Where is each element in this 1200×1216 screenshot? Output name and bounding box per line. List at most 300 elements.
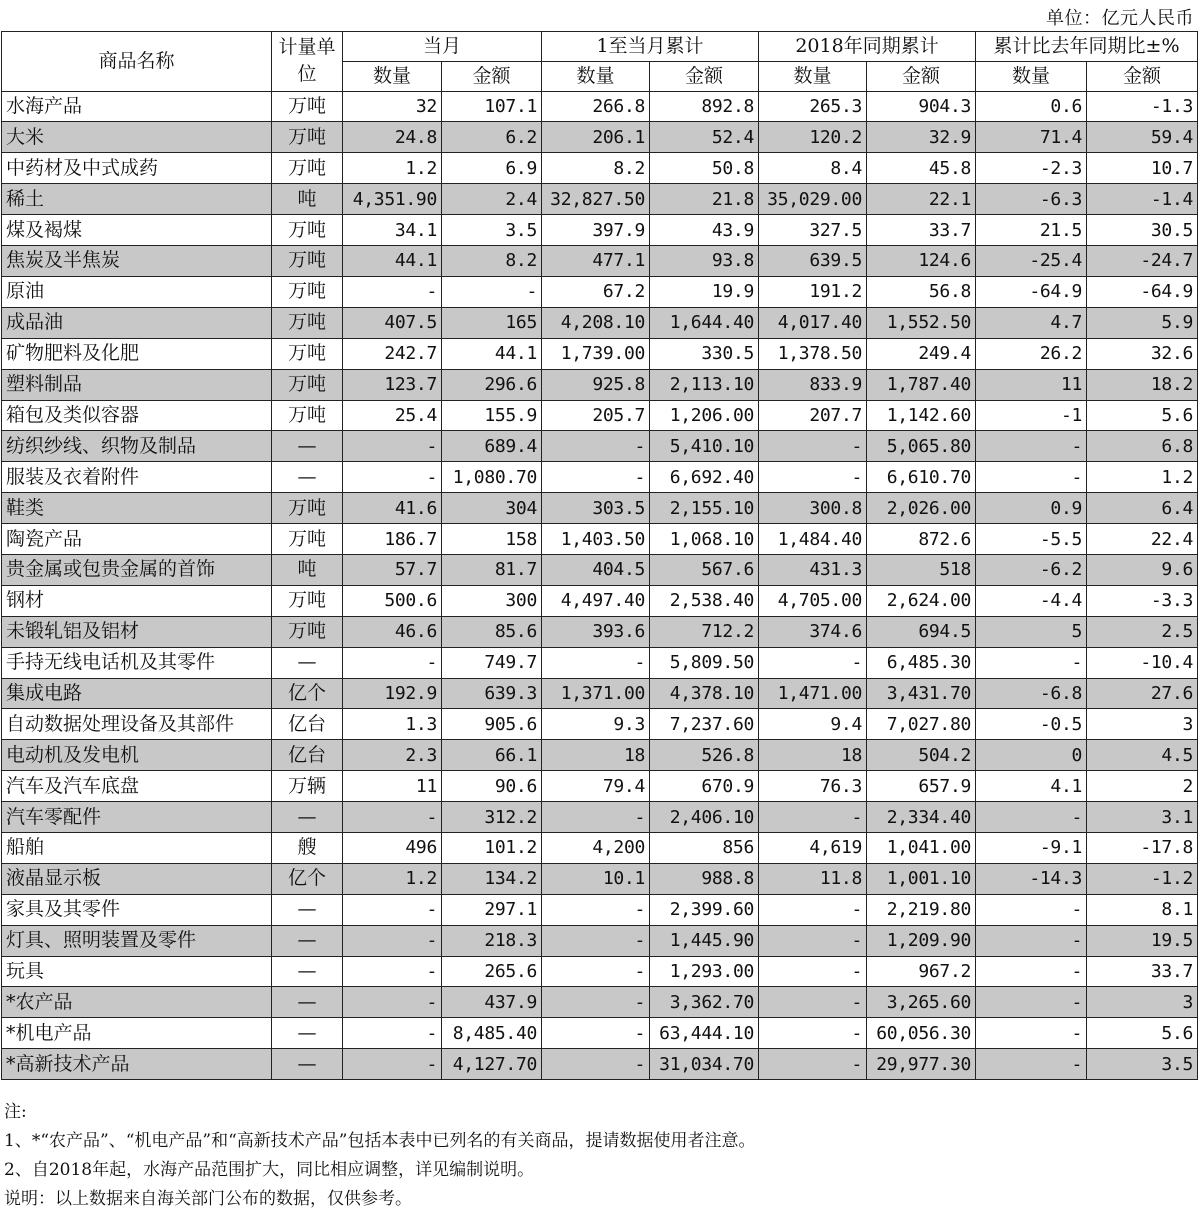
product-name-cell: 纺织纱线、织物及制品 — [2, 431, 272, 462]
amount-cell: 504.2 — [867, 740, 976, 771]
amount-cell: 1,206.00 — [650, 400, 759, 431]
quantity-cell: 4,497.40 — [542, 585, 650, 616]
quantity-cell: - — [542, 925, 650, 956]
amount-cell: 1,552.50 — [867, 307, 976, 338]
quantity-cell: -6.8 — [976, 678, 1087, 709]
quantity-cell: - — [343, 1049, 442, 1080]
quantity-cell: 925.8 — [542, 369, 650, 400]
quantity-cell: 327.5 — [759, 215, 867, 246]
product-name-cell: *机电产品 — [2, 1018, 272, 1049]
header-cumulative: 1至当月累计 — [542, 32, 759, 62]
header-amt: 金额 — [442, 61, 542, 91]
quantity-cell: 4.7 — [976, 307, 1087, 338]
amount-cell: 1,209.90 — [867, 925, 976, 956]
table-row — [2, 771, 1198, 802]
table-row — [2, 987, 1198, 1018]
amount-cell: 44.1 — [442, 338, 542, 369]
amount-cell: 526.8 — [650, 740, 759, 771]
amount-cell: 967.2 — [867, 956, 976, 987]
amount-cell: 50.8 — [650, 153, 759, 184]
unit-cell: 万吨 — [272, 493, 343, 524]
unit-cell: — — [272, 1018, 343, 1049]
amount-cell: 6,692.40 — [650, 462, 759, 493]
amount-cell: 2,624.00 — [867, 585, 976, 616]
quantity-cell: - — [542, 956, 650, 987]
amount-cell: 3.5 — [1087, 1049, 1198, 1080]
table-row — [2, 647, 1198, 678]
header-qty: 数量 — [759, 61, 867, 91]
quantity-cell: 404.5 — [542, 554, 650, 585]
quantity-cell: 44.1 — [343, 246, 442, 277]
amount-cell: 22.1 — [867, 184, 976, 215]
quantity-cell: - — [976, 956, 1087, 987]
quantity-cell: 9.4 — [759, 709, 867, 740]
amount-cell: 19.9 — [650, 276, 759, 307]
amount-cell: 2,219.80 — [867, 894, 976, 925]
quantity-cell: - — [976, 647, 1087, 678]
amount-cell: 3 — [1087, 987, 1198, 1018]
quantity-cell: 123.7 — [343, 369, 442, 400]
quantity-cell: -0.5 — [976, 709, 1087, 740]
table-row — [2, 678, 1198, 709]
quantity-cell: 500.6 — [343, 585, 442, 616]
amount-cell: 63,444.10 — [650, 1018, 759, 1049]
quantity-cell: 205.7 — [542, 400, 650, 431]
product-name-cell: 液晶显示板 — [2, 863, 272, 894]
amount-cell: 31,034.70 — [650, 1049, 759, 1080]
quantity-cell: - — [759, 431, 867, 462]
quantity-cell: 5 — [976, 616, 1087, 647]
product-name-cell: 手持无线电话机及其零件 — [2, 647, 272, 678]
amount-cell: 2,113.10 — [650, 369, 759, 400]
quantity-cell: 24.8 — [343, 122, 442, 153]
table-body — [2, 91, 1198, 1080]
product-name-cell: 原油 — [2, 276, 272, 307]
quantity-cell: 1,371.00 — [542, 678, 650, 709]
header-row-groups — [2, 32, 1198, 62]
product-name-cell: 大米 — [2, 122, 272, 153]
quantity-cell: 34.1 — [343, 215, 442, 246]
quantity-cell: 11.8 — [759, 863, 867, 894]
amount-cell: 93.8 — [650, 246, 759, 277]
table-row — [2, 122, 1198, 153]
amount-cell: 988.8 — [650, 863, 759, 894]
amount-cell: 892.8 — [650, 91, 759, 122]
quantity-cell: - — [542, 894, 650, 925]
unit-cell: 万吨 — [272, 215, 343, 246]
quantity-cell: 4,208.10 — [542, 307, 650, 338]
quantity-cell: 407.5 — [343, 307, 442, 338]
amount-cell: 218.3 — [442, 925, 542, 956]
amount-cell: -1.2 — [1087, 863, 1198, 894]
quantity-cell: -2.3 — [976, 153, 1087, 184]
product-name-cell: 成品油 — [2, 307, 272, 338]
amount-cell: -3.3 — [1087, 585, 1198, 616]
quantity-cell: - — [759, 894, 867, 925]
trade-data-table — [1, 31, 1198, 1080]
quantity-cell: - — [976, 802, 1087, 833]
amount-cell: 670.9 — [650, 771, 759, 802]
quantity-cell: -6.3 — [976, 184, 1087, 215]
amount-cell: 33.7 — [1087, 956, 1198, 987]
amount-cell: 265.6 — [442, 956, 542, 987]
quantity-cell: 207.7 — [759, 400, 867, 431]
amount-cell: 1,445.90 — [650, 925, 759, 956]
amount-cell: 639.3 — [442, 678, 542, 709]
quantity-cell: 397.9 — [542, 215, 650, 246]
amount-cell: 60,056.30 — [867, 1018, 976, 1049]
product-name-cell: 陶瓷产品 — [2, 524, 272, 555]
quantity-cell: 1,378.50 — [759, 338, 867, 369]
quantity-cell: 46.6 — [343, 616, 442, 647]
quantity-cell: -1 — [976, 400, 1087, 431]
amount-cell: 3,431.70 — [867, 678, 976, 709]
quantity-cell: 120.2 — [759, 122, 867, 153]
amount-cell: 856 — [650, 832, 759, 863]
unit-cell: — — [272, 462, 343, 493]
quantity-cell: 71.4 — [976, 122, 1087, 153]
amount-cell: 9.6 — [1087, 554, 1198, 585]
amount-cell: 2 — [1087, 771, 1198, 802]
unit-cell: — — [272, 647, 343, 678]
quantity-cell: - — [343, 956, 442, 987]
amount-cell: 7,237.60 — [650, 709, 759, 740]
amount-cell: 3.5 — [442, 215, 542, 246]
quantity-cell: - — [759, 956, 867, 987]
product-name-cell: *农产品 — [2, 987, 272, 1018]
quantity-cell: 300.8 — [759, 493, 867, 524]
amount-cell: 1,068.10 — [650, 524, 759, 555]
quantity-cell: 32 — [343, 91, 442, 122]
amount-cell: 6,485.30 — [867, 647, 976, 678]
quantity-cell: - — [976, 925, 1087, 956]
amount-cell: 8.2 — [442, 246, 542, 277]
amount-cell: 10.7 — [1087, 153, 1198, 184]
table-row — [2, 863, 1198, 894]
amount-cell: 249.4 — [867, 338, 976, 369]
amount-cell: 6.9 — [442, 153, 542, 184]
amount-cell: -64.9 — [1087, 276, 1198, 307]
amount-cell: - — [442, 276, 542, 307]
amount-cell: 3.1 — [1087, 802, 1198, 833]
note-source: 说明：以上数据来自海关部门公布的数据，仅供参考。 — [4, 1189, 412, 1209]
note-heading: 注: — [4, 1102, 27, 1122]
amount-cell: 2,538.40 — [650, 585, 759, 616]
amount-cell: 90.6 — [442, 771, 542, 802]
quantity-cell: -4.4 — [976, 585, 1087, 616]
amount-cell: 45.8 — [867, 153, 976, 184]
product-name-cell: 鞋类 — [2, 493, 272, 524]
quantity-cell: 186.7 — [343, 524, 442, 555]
table-row — [2, 616, 1198, 647]
amount-cell: 27.6 — [1087, 678, 1198, 709]
product-name-cell: 水海产品 — [2, 91, 272, 122]
unit-cell: 万吨 — [272, 400, 343, 431]
amount-cell: -24.7 — [1087, 246, 1198, 277]
product-name-cell: 船舶 — [2, 832, 272, 863]
unit-label: 单位：亿元人民币 — [1046, 8, 1194, 29]
product-name-cell: 焦炭及半焦炭 — [2, 246, 272, 277]
quantity-cell: - — [542, 987, 650, 1018]
amount-cell: 6.4 — [1087, 493, 1198, 524]
quantity-cell: 4.1 — [976, 771, 1087, 802]
quantity-cell: 4,705.00 — [759, 585, 867, 616]
unit-cell: — — [272, 894, 343, 925]
quantity-cell: 4,200 — [542, 832, 650, 863]
quantity-cell: 242.7 — [343, 338, 442, 369]
quantity-cell: 32,827.50 — [542, 184, 650, 215]
unit-cell: 吨 — [272, 554, 343, 585]
quantity-cell: 11 — [343, 771, 442, 802]
amount-cell: 5,065.80 — [867, 431, 976, 462]
quantity-cell: - — [759, 462, 867, 493]
table-row — [2, 709, 1198, 740]
quantity-cell: 57.7 — [343, 554, 442, 585]
amount-cell: 5,410.10 — [650, 431, 759, 462]
quantity-cell: - — [759, 987, 867, 1018]
quantity-cell: - — [343, 647, 442, 678]
amount-cell: 6,610.70 — [867, 462, 976, 493]
unit-cell: — — [272, 1049, 343, 1080]
product-name-cell: 中药材及中式成药 — [2, 153, 272, 184]
table-row — [2, 153, 1198, 184]
amount-cell: 165 — [442, 307, 542, 338]
quantity-cell: - — [542, 1018, 650, 1049]
quantity-cell: 1.3 — [343, 709, 442, 740]
amount-cell: 22.4 — [1087, 524, 1198, 555]
amount-cell: 330.5 — [650, 338, 759, 369]
quantity-cell: 1,471.00 — [759, 678, 867, 709]
header-current-month: 当月 — [343, 32, 542, 62]
header-amt: 金额 — [867, 61, 976, 91]
amount-cell: 7,027.80 — [867, 709, 976, 740]
amount-cell: 21.8 — [650, 184, 759, 215]
product-name-cell: 家具及其零件 — [2, 894, 272, 925]
amount-cell: 2.4 — [442, 184, 542, 215]
table-row — [2, 894, 1198, 925]
header-2018-cumulative: 2018年同期累计 — [759, 32, 976, 62]
quantity-cell: 393.6 — [542, 616, 650, 647]
quantity-cell: 2.3 — [343, 740, 442, 771]
quantity-cell: 1,403.50 — [542, 524, 650, 555]
unit-cell: — — [272, 987, 343, 1018]
product-name-cell: 灯具、照明装置及零件 — [2, 925, 272, 956]
unit-cell: 万吨 — [272, 369, 343, 400]
quantity-cell: -6.2 — [976, 554, 1087, 585]
table-row — [2, 462, 1198, 493]
quantity-cell: - — [976, 462, 1087, 493]
amount-cell: 3,362.70 — [650, 987, 759, 1018]
table-row — [2, 369, 1198, 400]
note-1: 1、*“农产品”、“机电产品”和“高新技术产品”包括本表中已列名的有关商品，提请数据使用者注意。 — [4, 1131, 756, 1151]
quantity-cell: - — [343, 462, 442, 493]
header-product-name: 商品名称 — [2, 32, 272, 92]
header-unit: 计量单位 — [272, 32, 343, 92]
amount-cell: 749.7 — [442, 647, 542, 678]
product-name-cell: 集成电路 — [2, 678, 272, 709]
unit-cell: — — [272, 956, 343, 987]
quantity-cell: - — [542, 462, 650, 493]
quantity-cell: - — [343, 431, 442, 462]
amount-cell: -1.4 — [1087, 184, 1198, 215]
table-row — [2, 740, 1198, 771]
quantity-cell: -64.9 — [976, 276, 1087, 307]
amount-cell: 1,644.40 — [650, 307, 759, 338]
amount-cell: 2,155.10 — [650, 493, 759, 524]
unit-cell: 万辆 — [272, 771, 343, 802]
amount-cell: 3,265.60 — [867, 987, 976, 1018]
quantity-cell: 496 — [343, 832, 442, 863]
amount-cell: 1,080.70 — [442, 462, 542, 493]
quantity-cell: 21.5 — [976, 215, 1087, 246]
amount-cell: 300 — [442, 585, 542, 616]
amount-cell: 8,485.40 — [442, 1018, 542, 1049]
quantity-cell: - — [343, 987, 442, 1018]
quantity-cell: 431.3 — [759, 554, 867, 585]
amount-cell: 29,977.30 — [867, 1049, 976, 1080]
quantity-cell: 1.2 — [343, 153, 442, 184]
amount-cell: 4.5 — [1087, 740, 1198, 771]
quantity-cell: - — [976, 1018, 1087, 1049]
table-row — [2, 276, 1198, 307]
unit-cell: 万吨 — [272, 307, 343, 338]
header-qty: 数量 — [542, 61, 650, 91]
unit-cell: 万吨 — [272, 122, 343, 153]
product-name-cell: 贵金属或包贵金属的首饰 — [2, 554, 272, 585]
quantity-cell: 191.2 — [759, 276, 867, 307]
unit-cell: 亿个 — [272, 678, 343, 709]
quantity-cell: - — [343, 276, 442, 307]
quantity-cell: - — [976, 894, 1087, 925]
amount-cell: 107.1 — [442, 91, 542, 122]
quantity-cell: 639.5 — [759, 246, 867, 277]
table-row — [2, 956, 1198, 987]
quantity-cell: 266.8 — [542, 91, 650, 122]
product-name-cell: *高新技术产品 — [2, 1049, 272, 1080]
amount-cell: 2,399.60 — [650, 894, 759, 925]
footnotes — [4, 1098, 755, 1214]
amount-cell: 33.7 — [867, 215, 976, 246]
unit-cell: 亿个 — [272, 863, 343, 894]
amount-cell: 905.6 — [442, 709, 542, 740]
table-row — [2, 338, 1198, 369]
amount-cell: 6.8 — [1087, 431, 1198, 462]
amount-cell: 2,406.10 — [650, 802, 759, 833]
amount-cell: 5.6 — [1087, 1018, 1198, 1049]
product-name-cell: 煤及褐煤 — [2, 215, 272, 246]
quantity-cell: - — [343, 925, 442, 956]
amount-cell: 1.2 — [1087, 462, 1198, 493]
quantity-cell: - — [976, 431, 1087, 462]
quantity-cell: - — [759, 925, 867, 956]
amount-cell: 2.5 — [1087, 616, 1198, 647]
amount-cell: 567.6 — [650, 554, 759, 585]
amount-cell: 101.2 — [442, 832, 542, 863]
quantity-cell: 18 — [759, 740, 867, 771]
amount-cell: 85.6 — [442, 616, 542, 647]
amount-cell: 689.4 — [442, 431, 542, 462]
quantity-cell: - — [542, 1049, 650, 1080]
amount-cell: 124.6 — [867, 246, 976, 277]
quantity-cell: 9.3 — [542, 709, 650, 740]
amount-cell: -1.3 — [1087, 91, 1198, 122]
product-name-cell: 矿物肥料及化肥 — [2, 338, 272, 369]
quantity-cell: 11 — [976, 369, 1087, 400]
unit-cell: 万吨 — [272, 616, 343, 647]
quantity-cell: 1,484.40 — [759, 524, 867, 555]
table-row — [2, 554, 1198, 585]
table-row — [2, 400, 1198, 431]
unit-cell: 艘 — [272, 832, 343, 863]
amount-cell: 155.9 — [442, 400, 542, 431]
quantity-cell: 25.4 — [343, 400, 442, 431]
unit-cell: 万吨 — [272, 153, 343, 184]
amount-cell: 1,001.10 — [867, 863, 976, 894]
quantity-cell: 192.9 — [343, 678, 442, 709]
quantity-cell: - — [542, 802, 650, 833]
amount-cell: 5.6 — [1087, 400, 1198, 431]
quantity-cell: 67.2 — [542, 276, 650, 307]
amount-cell: 297.1 — [442, 894, 542, 925]
product-name-cell: 服装及衣着附件 — [2, 462, 272, 493]
quantity-cell: 18 — [542, 740, 650, 771]
quantity-cell: 26.2 — [976, 338, 1087, 369]
product-name-cell: 电动机及发电机 — [2, 740, 272, 771]
amount-cell: 32.6 — [1087, 338, 1198, 369]
table-row — [2, 802, 1198, 833]
table-row — [2, 307, 1198, 338]
table-row — [2, 1018, 1198, 1049]
quantity-cell: - — [976, 1049, 1087, 1080]
quantity-cell: 10.1 — [542, 863, 650, 894]
amount-cell: 59.4 — [1087, 122, 1198, 153]
product-name-cell: 箱包及类似容器 — [2, 400, 272, 431]
quantity-cell: - — [542, 647, 650, 678]
quantity-cell: -25.4 — [976, 246, 1087, 277]
table-row — [2, 925, 1198, 956]
quantity-cell: - — [343, 1018, 442, 1049]
amount-cell: 4,127.70 — [442, 1049, 542, 1080]
amount-cell: 904.3 — [867, 91, 976, 122]
product-name-cell: 玩具 — [2, 956, 272, 987]
quantity-cell: -14.3 — [976, 863, 1087, 894]
product-name-cell: 稀土 — [2, 184, 272, 215]
unit-cell: 万吨 — [272, 276, 343, 307]
amount-cell: 2,334.40 — [867, 802, 976, 833]
product-name-cell: 汽车零配件 — [2, 802, 272, 833]
quantity-cell: - — [976, 987, 1087, 1018]
amount-cell: 518 — [867, 554, 976, 585]
amount-cell: -17.8 — [1087, 832, 1198, 863]
amount-cell: 32.9 — [867, 122, 976, 153]
quantity-cell: 303.5 — [542, 493, 650, 524]
amount-cell: 43.9 — [650, 215, 759, 246]
quantity-cell: 1,739.00 — [542, 338, 650, 369]
table-row — [2, 493, 1198, 524]
amount-cell: 694.5 — [867, 616, 976, 647]
unit-cell: 万吨 — [272, 585, 343, 616]
table-row — [2, 585, 1198, 616]
quantity-cell: - — [759, 1049, 867, 1080]
product-name-cell: 未锻轧铝及铝材 — [2, 616, 272, 647]
quantity-cell: 0.6 — [976, 91, 1087, 122]
table-row — [2, 91, 1198, 122]
table-row — [2, 524, 1198, 555]
header-amt: 金额 — [650, 61, 759, 91]
quantity-cell: 477.1 — [542, 246, 650, 277]
unit-cell: 万吨 — [272, 524, 343, 555]
quantity-cell: 0 — [976, 740, 1087, 771]
